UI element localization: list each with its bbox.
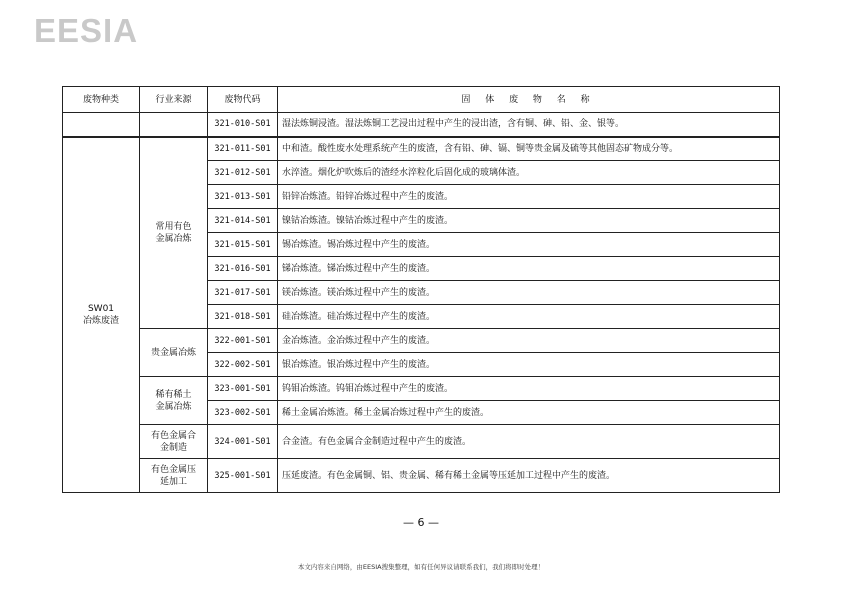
waste-description: 稀土金属冶炼渣。稀土金属冶炼过程中产生的废渣。	[278, 401, 780, 425]
industry-alloy-manufacturing	[140, 425, 208, 459]
empty-category-cell	[63, 113, 140, 137]
industry-rolling-processing	[140, 459, 208, 493]
waste-description: 硅冶炼渣。硅冶炼过程中产生的废渣。	[278, 305, 780, 329]
header-industry: 行业来源	[140, 87, 208, 113]
waste-code: 323-002-S01	[208, 401, 278, 425]
industry-precious-metals: 贵金属冶炼	[140, 329, 208, 377]
waste-description: 合金渣。有色金属合金制造过程中产生的废渣。	[278, 425, 780, 459]
waste-code: 321-011-S01	[208, 137, 278, 161]
page-number: — 6 —	[403, 516, 439, 529]
empty-industry-cell	[140, 113, 208, 137]
waste-code: 321-017-S01	[208, 281, 278, 305]
header-name: 固 体 废 物 名 称	[278, 87, 780, 113]
industry-label: 常用有色金属冶炼	[155, 221, 192, 244]
table-row	[63, 459, 780, 493]
industry-label: 稀有稀土金属冶炼	[155, 389, 192, 412]
waste-description: 钨钼冶炼渣。钨钼冶炼过程中产生的废渣。	[278, 377, 780, 401]
waste-code: 325-001-S01	[208, 459, 278, 493]
waste-description: 水淬渣。烟化炉吹炼后的渣经水淬粒化后固化成的玻璃体渣。	[278, 161, 780, 185]
waste-description: 锑冶炼渣。锑冶炼过程中产生的废渣。	[278, 257, 780, 281]
waste-code: 323-001-S01	[208, 377, 278, 401]
waste-description: 中和渣。酸性废水处理系统产生的废渣，含有铅、砷、镉、铜等贵金属及硫等其他固态矿物成分等。	[278, 137, 780, 161]
waste-code: 322-002-S01	[208, 353, 278, 377]
footer-disclaimer: 本文内容来自网络，由EESIA搜集整理，如有任何异议请联系我们，我们将即时处理！	[297, 563, 545, 571]
waste-description: 银冶炼渣。银冶炼过程中产生的废渣。	[278, 353, 780, 377]
industry-label: 有色金属合金制造	[150, 430, 196, 453]
table-row	[63, 377, 780, 401]
waste-description: 压延废渣。有色金属铜、铝、贵金属、稀有稀土金属等压延加工过程中产生的废渣。	[278, 459, 780, 493]
category-cell	[63, 137, 140, 493]
waste-description: 镁冶炼渣。镁冶炼过程中产生的废渣。	[278, 281, 780, 305]
header-code: 废物代码	[208, 87, 278, 113]
waste-code: 321-013-S01	[208, 185, 278, 209]
waste-description: 镍钴冶炼渣。镍钴冶炼过程中产生的废渣。	[278, 209, 780, 233]
waste-code: 321-015-S01	[208, 233, 278, 257]
waste-code: 322-001-S01	[208, 329, 278, 353]
table-row	[63, 113, 780, 137]
category-code: SW01	[87, 303, 115, 314]
table-row	[63, 329, 780, 353]
waste-code: 321-018-S01	[208, 305, 278, 329]
waste-code: 321-016-S01	[208, 257, 278, 281]
eesia-logo: EESIA	[34, 12, 139, 49]
industry-common-nonferrous	[140, 137, 208, 329]
industry-rare-earth	[140, 377, 208, 425]
waste-code: 324-001-S01	[208, 425, 278, 459]
table-row	[63, 137, 780, 161]
waste-code: 321-010-S01	[208, 113, 278, 137]
waste-description: 湿法炼铜浸渣。湿法炼铜工艺浸出过程中产生的浸出渣，含有铜、砷、铅、金、银等。	[278, 113, 780, 137]
waste-code: 321-012-S01	[208, 161, 278, 185]
waste-description: 金冶炼渣。金冶炼过程中产生的废渣。	[278, 329, 780, 353]
table-header-row	[63, 87, 780, 113]
waste-description: 锡冶炼渣。锡冶炼过程中产生的废渣。	[278, 233, 780, 257]
category-name: 冶炼废渣	[82, 315, 119, 326]
industry-label: 有色金属压延加工	[150, 464, 196, 487]
table-row	[63, 425, 780, 459]
solid-waste-table	[62, 86, 780, 493]
waste-description: 铅锌冶炼渣。铅锌冶炼过程中产生的废渣。	[278, 185, 780, 209]
waste-code: 321-014-S01	[208, 209, 278, 233]
header-category: 废物种类	[63, 87, 140, 113]
